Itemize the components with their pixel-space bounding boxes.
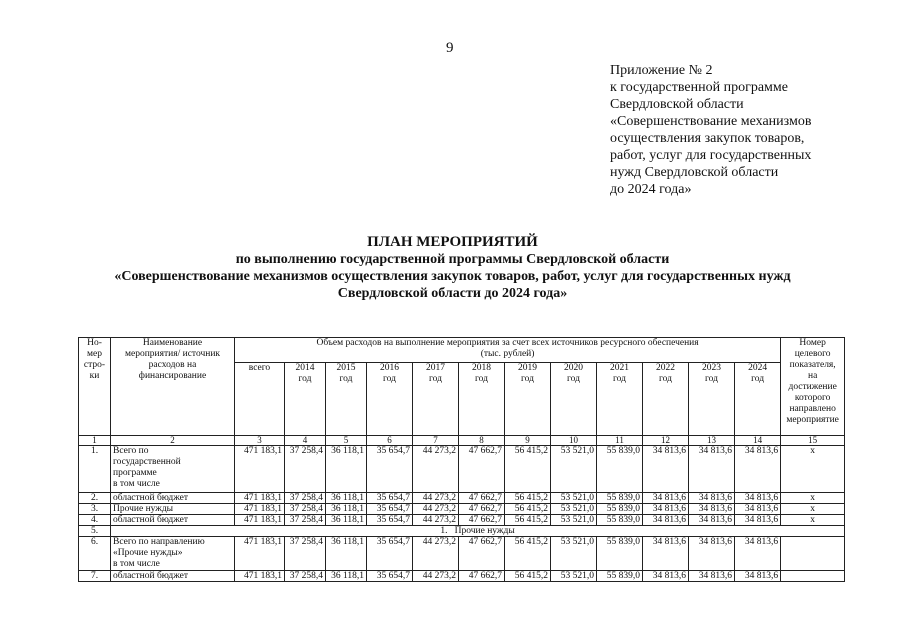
row-value: 471 183,1 — [235, 571, 285, 582]
row-value: 37 258,4 — [285, 537, 326, 571]
row-value: 35 654,7 — [367, 446, 413, 493]
column-number: 1 — [79, 436, 111, 446]
column-number: 11 — [597, 436, 643, 446]
row-value: 56 415,2 — [505, 537, 551, 571]
row-value: 47 662,7 — [459, 504, 505, 515]
column-number: 7 — [413, 436, 459, 446]
row-value: 44 273,2 — [413, 537, 459, 571]
appendix-block — [610, 62, 811, 198]
title-line: Свердловской области до 2024 года» — [337, 286, 568, 301]
row-value: 53 521,0 — [551, 493, 597, 504]
row-value: 36 118,1 — [326, 515, 367, 526]
row-value: 34 813,6 — [689, 515, 735, 526]
row-value: 34 813,6 — [643, 515, 689, 526]
row-value: 55 839,0 — [597, 446, 643, 493]
row-value: 471 183,1 — [235, 515, 285, 526]
row-value: 47 662,7 — [459, 515, 505, 526]
row-value: 37 258,4 — [285, 504, 326, 515]
row-value: 34 813,6 — [735, 515, 781, 526]
column-number: 14 — [735, 436, 781, 446]
row-value: 34 813,6 — [735, 504, 781, 515]
row-value: 34 813,6 — [735, 446, 781, 493]
row-indicator: х — [781, 446, 845, 493]
row-value: 53 521,0 — [551, 515, 597, 526]
appendix-line: Приложение № 2 — [610, 63, 713, 78]
header-name: Наименование мероприятия/ источник расходов на финансирование — [111, 338, 235, 436]
column-number: 9 — [505, 436, 551, 446]
row-value: 47 662,7 — [459, 571, 505, 582]
row-value: 36 118,1 — [326, 537, 367, 571]
header-year: 2017 год — [413, 363, 459, 436]
column-number: 3 — [235, 436, 285, 446]
appendix-line: «Совершенствование механизмов — [610, 114, 812, 129]
row-value: 55 839,0 — [597, 537, 643, 571]
row-value: 34 813,6 — [689, 537, 735, 571]
row-value: 37 258,4 — [285, 515, 326, 526]
row-value: 37 258,4 — [285, 493, 326, 504]
row-name: Прочие нужды — [111, 504, 235, 515]
header-year: 2015 год — [326, 363, 367, 436]
appendix-line: работ, услуг для государственных — [610, 148, 812, 163]
row-value: 36 118,1 — [326, 493, 367, 504]
row-number: 4. — [79, 515, 111, 526]
row-value: 34 813,6 — [643, 504, 689, 515]
row-value: 56 415,2 — [505, 571, 551, 582]
row-name: Всего по направлению «Прочие нужды» в том числе — [111, 537, 235, 571]
section-row — [79, 526, 845, 537]
header-year: 2020 год — [551, 363, 597, 436]
row-value: 34 813,6 — [643, 446, 689, 493]
row-value: 55 839,0 — [597, 515, 643, 526]
column-number: 15 — [781, 436, 845, 446]
table-row — [79, 515, 845, 526]
column-number: 6 — [367, 436, 413, 446]
appendix-line: нужд Свердловской области — [610, 165, 779, 180]
row-value: 55 839,0 — [597, 493, 643, 504]
row-value: 471 183,1 — [235, 493, 285, 504]
row-value: 35 654,7 — [367, 493, 413, 504]
row-value: 36 118,1 — [326, 571, 367, 582]
column-number: 8 — [459, 436, 505, 446]
row-indicator — [781, 571, 845, 582]
header-total: всего — [235, 363, 285, 436]
row-value: 35 654,7 — [367, 571, 413, 582]
row-value: 56 415,2 — [505, 446, 551, 493]
title-line: по выполнению государственной программы Свердловской области — [235, 252, 670, 267]
row-value: 37 258,4 — [285, 571, 326, 582]
row-number: 3. — [79, 504, 111, 515]
row-value: 55 839,0 — [597, 504, 643, 515]
row-value: 47 662,7 — [459, 493, 505, 504]
header-row-number: Но- мер стро- ки — [79, 338, 111, 436]
row-value: 471 183,1 — [235, 537, 285, 571]
row-value: 53 521,0 — [551, 504, 597, 515]
row-value: 36 118,1 — [326, 446, 367, 493]
row-value: 53 521,0 — [551, 571, 597, 582]
row-indicator: х — [781, 493, 845, 504]
column-number: 2 — [111, 436, 235, 446]
header-year: 2022 год — [643, 363, 689, 436]
row-value: 35 654,7 — [367, 515, 413, 526]
appendix-line: до 2024 года» — [610, 182, 692, 197]
table-row — [79, 446, 845, 493]
column-number: 12 — [643, 436, 689, 446]
row-value: 44 273,2 — [413, 515, 459, 526]
row-value: 34 813,6 — [689, 571, 735, 582]
header-year: 2018 год — [459, 363, 505, 436]
column-number: 4 — [285, 436, 326, 446]
row-value: 34 813,6 — [689, 504, 735, 515]
title-line: ПЛАН МЕРОПРИЯТИЙ — [367, 234, 538, 250]
document-title — [60, 234, 845, 302]
appendix-line: Свердловской области — [610, 97, 744, 112]
table-row — [79, 537, 845, 571]
row-value: 55 839,0 — [597, 571, 643, 582]
header-volume: Объем расходов на выполнение мероприятия за счет всех источников ресурсного обеспечения (тыс. рублей) — [235, 338, 781, 363]
row-value: 34 813,6 — [689, 446, 735, 493]
plan-table — [78, 337, 845, 582]
column-number: 5 — [326, 436, 367, 446]
header-year: 2023 год — [689, 363, 735, 436]
row-number: 2. — [79, 493, 111, 504]
row-value: 44 273,2 — [413, 493, 459, 504]
row-value: 44 273,2 — [413, 571, 459, 582]
row-value: 35 654,7 — [367, 537, 413, 571]
row-number: 1. — [79, 446, 111, 493]
row-value: 34 813,6 — [643, 537, 689, 571]
row-name: областной бюджет — [111, 515, 235, 526]
row-number: 5. — [79, 526, 111, 537]
header-year: 2019 год — [505, 363, 551, 436]
row-value: 53 521,0 — [551, 446, 597, 493]
row-value: 56 415,2 — [505, 515, 551, 526]
row-value: 471 183,1 — [235, 446, 285, 493]
row-value: 56 415,2 — [505, 493, 551, 504]
row-value: 44 273,2 — [413, 446, 459, 493]
row-value: 34 813,6 — [643, 571, 689, 582]
row-value: 36 118,1 — [326, 504, 367, 515]
header-year: 2016 год — [367, 363, 413, 436]
row-value: 56 415,2 — [505, 504, 551, 515]
row-value: 47 662,7 — [459, 446, 505, 493]
row-value: 34 813,6 — [643, 493, 689, 504]
row-indicator: х — [781, 515, 845, 526]
row-value: 35 654,7 — [367, 504, 413, 515]
row-value: 34 813,6 — [735, 571, 781, 582]
row-value: 47 662,7 — [459, 537, 505, 571]
row-value: 44 273,2 — [413, 504, 459, 515]
table-row — [79, 493, 845, 504]
section-title: 1. Прочие нужды — [111, 526, 845, 537]
row-value: 471 183,1 — [235, 504, 285, 515]
row-value: 34 813,6 — [689, 493, 735, 504]
table-row — [79, 504, 845, 515]
appendix-line: осуществления закупок товаров, — [610, 131, 805, 146]
row-name: Всего по государственной программе в том числе — [111, 446, 235, 493]
header-year: 2014 год — [285, 363, 326, 436]
row-value: 34 813,6 — [735, 537, 781, 571]
row-value: 53 521,0 — [551, 537, 597, 571]
column-number: 10 — [551, 436, 597, 446]
row-number: 7. — [79, 571, 111, 582]
column-number: 13 — [689, 436, 735, 446]
row-indicator: х — [781, 504, 845, 515]
header-year: 2021 год — [597, 363, 643, 436]
row-name: областной бюджет — [111, 571, 235, 582]
appendix-line: к государственной программе — [610, 80, 788, 95]
row-value: 34 813,6 — [735, 493, 781, 504]
row-value: 37 258,4 — [285, 446, 326, 493]
header-year: 2024 год — [735, 363, 781, 436]
table-row — [79, 571, 845, 582]
row-name: областной бюджет — [111, 493, 235, 504]
row-indicator — [781, 537, 845, 571]
header-indicator: Номер целевого показателя, на достижение которого направлено мероприятие — [781, 338, 845, 436]
page-number: 9 — [446, 40, 454, 56]
row-number: 6. — [79, 537, 111, 571]
title-line: «Совершенствование механизмов осуществления закупок товаров, работ, услуг для государственных нужд — [114, 269, 791, 284]
